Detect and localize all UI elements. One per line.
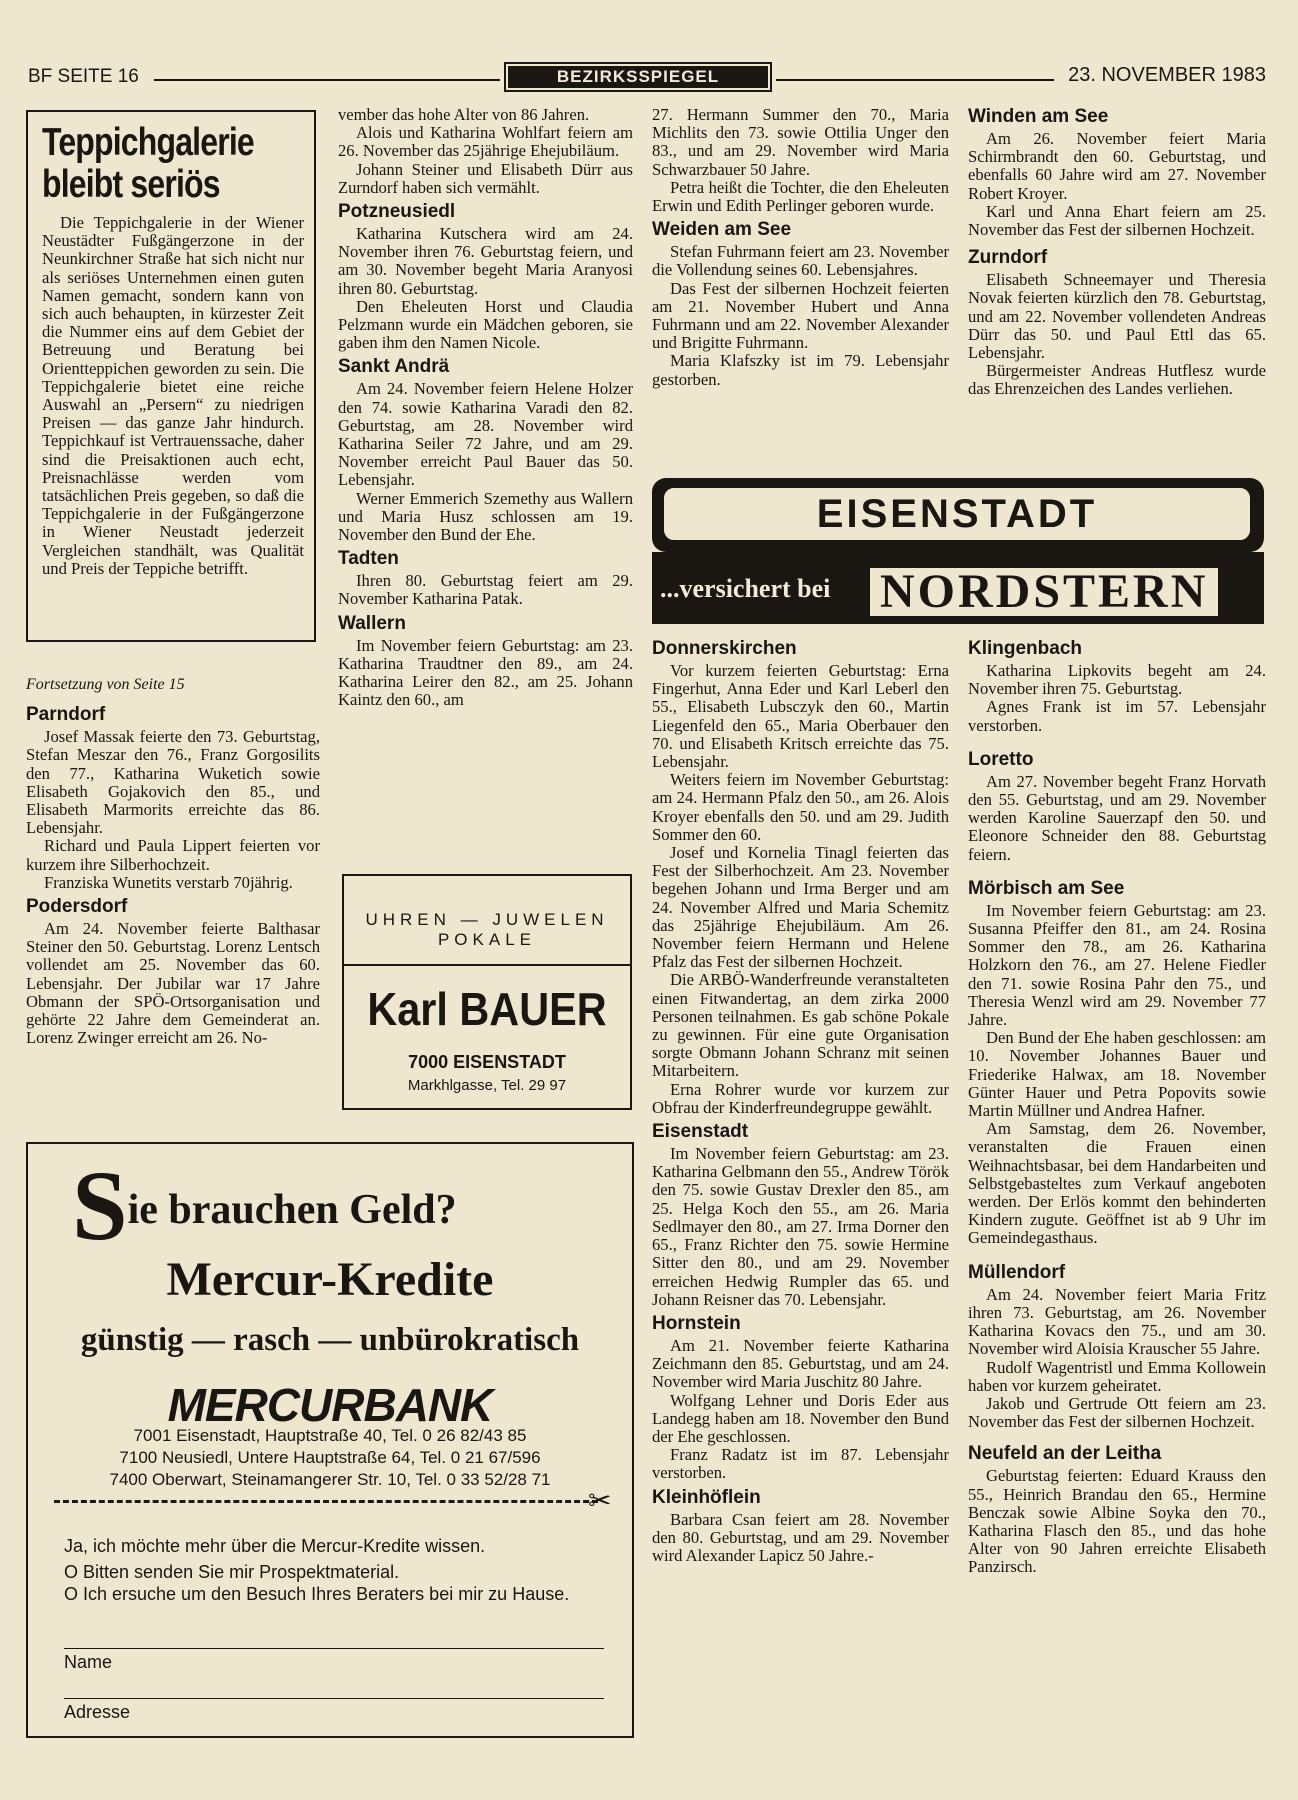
heading-hornstein: Hornstein xyxy=(652,1312,741,1334)
column-4-top xyxy=(968,106,1266,399)
heading-wallern: Wallern xyxy=(338,612,406,634)
paragraph: Agnes Frank ist im 57. Lebensjahr verstorben. xyxy=(968,697,1266,735)
paragraph: Josef und Kornelia Tinagl feierten das Fest der Silberhochzeit. Am 23. November begehen Johann und Irma Berger und am 24. November Alfred und Maria Schemitz das 25jährige Ehejubiläum. Am 26. November feiern Hermann und Helene Pfalz das Fest der silbernen Hochzeit. xyxy=(652,843,949,972)
teppich-title-line1: Teppichgalerie xyxy=(42,121,254,164)
heading-neufeld: Neufeld an der Leitha xyxy=(968,1443,1162,1465)
paragraph: Ihren 80. Geburtstag feiert am 29. November Katharina Patak. xyxy=(338,571,633,609)
bauer-line1: UHREN — JUWELEN xyxy=(365,910,609,929)
cut-line xyxy=(54,1500,598,1503)
paragraph: 27. Hermann Summer den 70., Maria Michlits den 73. sowie Ottilia Unger den 83., und am 29. November wird Maria Schwarzbauer 50 Jahre. xyxy=(652,105,949,179)
column-2 xyxy=(338,106,633,709)
continuation-note: Fortsetzung von Seite 15 xyxy=(26,676,185,693)
paragraph: Elisabeth Schneemayer und Theresia Novak feierten kürzlich den 78. Geburtstag, und am 22. November vollendeten Andreas Dürr das 50. und Paul Ettl das 65. Lebensjahr. xyxy=(968,270,1266,363)
issue-date: 23. NOVEMBER 1983 xyxy=(1068,64,1266,86)
coupon-intro: Ja, ich möchte mehr über die Mercur-Kredite wissen. xyxy=(64,1536,486,1556)
paragraph: Am 21. November feierte Katharina Zeichmann den 85. Geburtstag, und am 24. November wird Maria Juschitz 80 Jahre. xyxy=(652,1335,949,1392)
scissors-icon: ✂ xyxy=(588,1484,612,1517)
mercurbank-logo: MERCURBANK xyxy=(167,1379,493,1431)
coupon-option-berater[interactable]: O Ich ersuche um den Besuch Ihres Beraters bei mir zu Hause. xyxy=(64,1584,570,1604)
heading-klingenbach: Klingenbach xyxy=(968,638,1083,659)
column-1 xyxy=(26,676,320,1047)
mercur-subline: günstig — rasch — unbürokratisch xyxy=(80,1322,580,1358)
paragraph: Rudolf Wagentristl und Emma Kollowein haben vor kurzem geheiratet. xyxy=(968,1357,1266,1395)
bauer-address: Markhlgasse, Tel. 29 97 xyxy=(407,1077,567,1094)
column-3-bottom xyxy=(652,634,949,1565)
paragraph: Petra heißt die Tochter, die den Eheleuten Erwin und Edith Perlinger geboren wurde. xyxy=(652,177,949,216)
bauer-city: 7000 EISENSTADT xyxy=(408,1052,566,1072)
heading-potzneusiedl: Potzneusiedl xyxy=(338,201,456,223)
paragraph: Im November feiern Geburtstag: am 23. Susanna Pfeiffer den 81., am 24. Rosina Sommer den 78., am 26. Katharina Holzkorn den 76., am 27. Helene Fiedler den 71. sowie Rosina Pahr den 75., und Theresia Wenzl wird am 29. November 77 Jahre. xyxy=(968,900,1266,1030)
paragraph: Bürgermeister Andreas Hutflesz wurde das Ehrenzeichen des Landes verliehen. xyxy=(968,361,1266,399)
paragraph: Geburtstag feierten: Eduard Krauss den 55., Heinrich Brandau den 65., Hermine Benczak sowie Albine Soyka den 70., Katharina Flasch den 85., und das hohe Alter von 90 Jahren erreichte Elisabeth Panzirsch. xyxy=(968,1466,1266,1577)
paragraph: Katharina Kutschera wird am 24. November ihren 76. Geburtstag feiern, und am 30. November begeht Maria Aranyosi ihren 80. Geburtstag. xyxy=(338,224,633,298)
paragraph: Stefan Fuhrmann feiert am 23. November die Vollendung seines 60. Lebensjahres. xyxy=(652,242,949,280)
section-label-box xyxy=(504,62,772,92)
mercur-headline-rest: ie brauchen Geld? xyxy=(127,1187,457,1233)
nordstern-brand: NORDSTERN xyxy=(870,568,1218,616)
paragraph: Katharina Lipkovits begeht am 24. November ihren 75. Geburtstag. xyxy=(968,661,1266,699)
coupon-option-prospekt[interactable]: O Bitten senden Sie mir Prospektmaterial. xyxy=(64,1562,400,1582)
column-4-bottom xyxy=(968,634,1266,1577)
paragraph: Josef Massak feierte den 73. Geburtstag, Stefan Meszar den 76., Franz Gorgosilits den 77., Katharina Wuketich sowie Elisabeth Gojakovich den 85., und Elisabeth Marmorits erreichte das 86. Lebensjahr. xyxy=(26,727,320,838)
teppich-body: Die Teppichgalerie in der Wiener Neustädter Fußgängerzone in der Neunkirchner Straße hat sich nicht nur als seriöses Unternehmen einen guten Namen gemacht, sondern kann von sich auch behaupten, in kürzester Zeit die Nummer eins auf dem Gebiet der Betreuung und Beratung bei Orientteppichen geworden zu sein. Die Teppichgalerie bietet eine reiche Auswahl an „Persern“ zu niedrigen Preisen — das ganze Jahr hindurch. Teppichkauf ist Vertrauenssache, daher sind die Preisaktionen auch echt, Preisnachlässe werden vom tatsächlichen Preis gegeben, so daß die Teppichgalerie in der Fußgängerzone in Wiener Neustadt jederzeit Vergleichen standhält, was Qualität und Preis der Teppiche betrifft. xyxy=(42,213,304,578)
paragraph: Alois und Katharina Wohlfart feiern am 26. November das 25jährige Ehejubiläum. xyxy=(338,123,633,161)
nordstern-tagline: ...versichert bei xyxy=(660,574,831,603)
heading-eisenstadt: Eisenstadt xyxy=(652,1121,749,1143)
paragraph: Am 26. November feiert Maria Schirmbrandt den 60. Geburtstag, und ebenfalls 60 Jahre wird am 27. November Robert Kroyer. xyxy=(968,129,1266,203)
paragraph: Den Eheleuten Horst und Claudia Pelzmann wurde ein Mädchen geboren, sie gaben ihm den Namen Nicole. xyxy=(338,296,633,353)
page-number: BF SEITE 16 xyxy=(28,66,139,87)
mercur-headline2: Mercur-Kredite xyxy=(166,1253,494,1306)
heading-tadten: Tadten xyxy=(338,548,399,570)
mercur-ad xyxy=(26,1142,634,1738)
paragraph: Franz Radatz ist im 87. Lebensjahr verstorben. xyxy=(652,1445,949,1483)
paragraph: Erna Rohrer wurde vor kurzem zur Obfrau der Kinderfreundegruppe gewählt. xyxy=(652,1079,949,1117)
teppich-article xyxy=(26,110,316,642)
heading-moerbisch: Mörbisch am See xyxy=(968,877,1125,899)
paragraph: Werner Emmerich Szemethy aus Wallern und Maria Husz schlossen am 19. November den Bund der Ehe. xyxy=(338,488,633,545)
heading-weiden: Weiden am See xyxy=(652,219,792,241)
coupon-rule-top xyxy=(64,1648,604,1649)
paragraph: Im November feiern Geburtstag: am 23. Katharina Gelbmann den 55., Andrew Török den 75. sowie Gustav Drexler den 85., am 25. Helga Koch den 55., am 26. Maria Sedlmayer den 80., am 27. Irma Dorner den 65., Franz Richter den 75. sowie Hermine Sitter den 80., und am 29. November erreichen Hedwig Rumpler das 65. und Johann Reisner das 70. Lebensjahr. xyxy=(652,1144,949,1309)
paragraph: Maria Klafszky ist im 79. Lebensjahr gestorben. xyxy=(652,351,949,389)
heading-loretto: Loretto xyxy=(968,748,1034,770)
paragraph: Am 24. November feierte Balthasar Steiner den 50. Geburtstag. Lorenz Lentsch vollendet am 25. November das 60. Lebensjahr. Der Jubilar war 17 Jahre Obmann der SPÖ-Ortsorganisation und gehörte 22 Jahre dem Gemeinderat an. Lorenz Zwinger erreicht am 26. No- xyxy=(26,919,320,1048)
divider xyxy=(344,964,630,966)
bauer-line2: POKALE xyxy=(437,930,537,949)
nordstern-ad-title: EISENSTADT xyxy=(662,486,1252,542)
paragraph: Das Fest der silbernen Hochzeit feierten am 21. November Hubert und Anna Fuhrmann und am 22. November Alexander und Brigitte Fuhrmann. xyxy=(652,278,949,353)
heading-parndorf: Parndorf xyxy=(26,704,106,726)
paragraph: Den Bund der Ehe haben geschlossen: am 10. November Johannes Bauer und Friederike Halwax, am 18. November Günter Hauer und Petra Popovits sowie Martin Müllner und Andrea Hafner. xyxy=(968,1028,1266,1121)
mercur-headline xyxy=(72,1150,457,1261)
heading-kleinhoeflein: Kleinhöflein xyxy=(652,1486,761,1508)
paragraph: Am 27. November begeht Franz Horvath den 55. Geburtstag, und am 29. November werden Karoline Sauerzapf den 50. und Eleonore Schneider den 88. Geburtstag feiern. xyxy=(968,771,1266,864)
heading-donnerskirchen: Donnerskirchen xyxy=(652,638,797,659)
field-name[interactable]: Name xyxy=(64,1652,113,1672)
paragraph: Weiters feiern im November Geburtstag: am 24. Hermann Pfalz den 50., am 26. Alois Kroyer ebenfalls den 50. und am 29. Judith Sommer den 60. xyxy=(652,770,949,844)
nordstern-ad-band xyxy=(652,552,1264,624)
paragraph: Barbara Csan feiert am 28. November den 80. Geburtstag, und am 29. November wird Alexander Lapicz 50 Jahre.- xyxy=(652,1509,949,1565)
paragraph: Franziska Wunetits verstarb 70jährig. xyxy=(44,872,293,892)
paragraph: Johann Steiner und Elisabeth Dürr aus Zurndorf haben sich vermählt. xyxy=(338,159,633,197)
nordstern-ad xyxy=(652,478,1264,624)
column-3-top xyxy=(652,106,949,389)
paragraph: Wolfgang Lehner und Doris Eder aus Landegg haben am 18. November den Bund der Ehe geschlossen. xyxy=(652,1390,949,1446)
paragraph: Vor kurzem feierten Geburtstag: Erna Fingerhut, Anna Eder und Karl Leberl den 55., Elisabeth Lubsczyk den 60., Martin Liegenfeld den 65., Maria Oberbauer den 70. und Elisabeth Kritsch erreichte das 75. Lebensjahr. xyxy=(652,661,949,772)
teppich-title-line2: bleibt seriös xyxy=(42,163,220,206)
paragraph: Am 24. November feiert Maria Fritz ihren 73. Geburtstag, am 26. November Katharina Kovacs den 75., und am 30. November wird Aloisia Krauscher 55 Jahre. xyxy=(968,1284,1266,1359)
header-rule-left xyxy=(154,79,500,81)
heading-muellendorf: Müllendorf xyxy=(968,1261,1066,1283)
heading-sankt-andrae: Sankt Andrä xyxy=(338,356,450,378)
paragraph: Am 24. November feiern Helene Holzer den 74. sowie Katharina Varadi den 82. Geburtstag, am 28. November wird Katharina Seiler 72 Jahre, und am 29. November erreicht Paul Bauer das 50. Lebensjahr. xyxy=(338,379,633,490)
section-label: BEZIRKSSPIEGEL xyxy=(508,66,768,88)
field-address[interactable]: Adresse xyxy=(64,1702,131,1722)
paragraph: Die ARBÖ-Wanderfreunde veranstalteten einen Fitwandertag, an dem zirka 2000 Personen teilnahmen. Es gab schöne Pokale zu gewinnen. Für eine gute Organisation sorgte Obmann Johann Schranz mit seinen Mitarbeitern. xyxy=(652,970,949,1081)
paragraph: Karl und Anna Ehart feiern am 25. November das Fest der silbernen Hochzeit. xyxy=(968,201,1266,240)
heading-winden: Winden am See xyxy=(968,106,1109,127)
heading-podersdorf: Podersdorf xyxy=(26,896,128,918)
paragraph: vember das hohe Alter von 86 Jahren. xyxy=(338,105,590,124)
heading-zurndorf: Zurndorf xyxy=(968,247,1048,269)
karl-bauer-ad xyxy=(342,874,632,1110)
mercur-address-2: 7100 Neusiedl, Untere Hauptstraße 64, Tel. 0 21 67/596 xyxy=(119,1448,541,1467)
bauer-name: Karl BAUER xyxy=(367,983,607,1035)
mercur-headline-initial: S xyxy=(72,1150,128,1261)
paragraph: Am Samstag, dem 26. November, veranstalten die Frauen einen Weihnachtsbasar, bei dem Handarbeiten und Selbstgebasteltes zum Verkauf angeboten werden. Der Erlös kommt den behinderten Kindern zugute. Geöffnet ist ab 9 Uhr im Gemeindegasthaus. xyxy=(968,1119,1266,1248)
mercur-address-1: 7001 Eisenstadt, Hauptstraße 40, Tel. 0 26 82/43 85 xyxy=(133,1426,527,1445)
paragraph: Richard und Paula Lippert feierten vor kurzem ihre Silberhochzeit. xyxy=(26,836,320,874)
header-rule-right xyxy=(776,79,1054,81)
mercur-address-3: 7400 Oberwart, Steinamangerer Str. 10, Tel. 0 33 52/28 71 xyxy=(109,1470,551,1489)
paragraph: Im November feiern Geburtstag: am 23. Katharina Traudtner den 89., am 24. Katharina Leirer den 82., am 25. Johann Kaintz den 60., am xyxy=(338,635,633,710)
paragraph: Jakob und Gertrude Ott feiern am 23. November das Fest der silbernen Hochzeit. xyxy=(968,1393,1266,1432)
nordstern-ad-top xyxy=(652,478,1264,552)
name-line xyxy=(64,1698,604,1699)
teppich-title xyxy=(42,122,300,206)
